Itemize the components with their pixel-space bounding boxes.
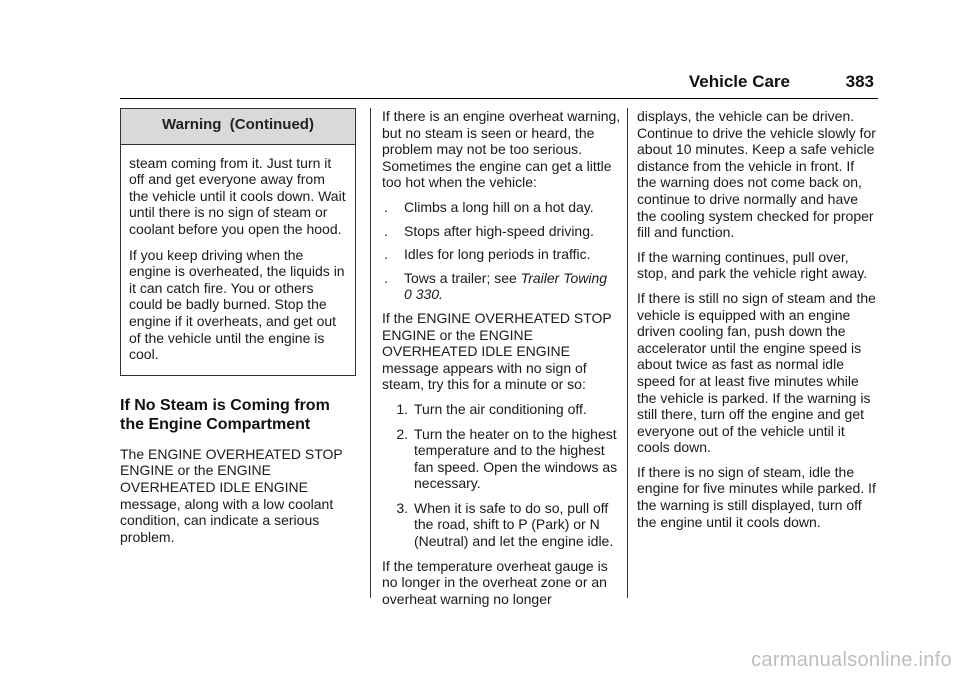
list-item [382, 246, 622, 263]
body-paragraph: If there is an engine overheat warning, but no steam is seen or heard, the problem may not be too serious. Sometimes the engine can get a little too hot when the vehicle: [382, 108, 621, 191]
column-divider [627, 108, 628, 598]
trailer-towing-link[interactable]: Trailer Towing [520, 269, 608, 286]
bullet-text-lead: Tows a trailer; see [404, 269, 521, 286]
warning-paragraph: steam coming from it. Just turn it off and get everyone away from the vehicle until it cools down. Wait until there is no sign of steam or coolant before you open the hood. [129, 154, 346, 237]
warning-paragraph: If you keep driving when the engine is overheated, the liquids in it can catch fire. You or others could be badly burned. Stop the engine if it overheats, and get out of the vehicle until the engine is cool. [129, 246, 345, 363]
body-paragraph: The ENGINE OVERHEATED STOP ENGINE or the ENGINE OVERHEATED IDLE ENGINE message, along with a low coolant condition, can indicate a serious problem. [120, 445, 343, 545]
body-paragraph: If there is no sign of steam, idle the engine for five minutes while parked. If the warning is still displayed, turn off the engine until it cools down. [637, 463, 876, 530]
warning-box [120, 108, 356, 376]
column-divider [370, 108, 371, 598]
step-text: Turn the air conditioning off. [414, 400, 587, 417]
body-paragraph: If the warning continues, pull over, stop, and park the vehicle right away. [637, 248, 868, 282]
page-number: 383 [845, 72, 874, 91]
bullet-text: Stops after high-speed driving. [404, 222, 594, 239]
step-number: 2. [396, 425, 408, 442]
numbered-step [382, 401, 622, 418]
step-text: Turn the heater on to the highest temperature and to the highest fan speed. Open the windows as necessary. [414, 425, 618, 492]
bullet-mark: . [384, 198, 388, 215]
page-ref-symbol: 0 [404, 286, 412, 303]
warning-title: Warning (Continued) [121, 109, 355, 145]
body-paragraph: If the ENGINE OVERHEATED STOP ENGINE or the ENGINE OVERHEATED IDLE ENGINE message appears with no sign of steam, try this for a minute or so: [382, 309, 612, 393]
list-item [382, 270, 622, 303]
bullet-mark: . [384, 222, 388, 239]
column-3 [637, 108, 877, 538]
numbered-step [382, 426, 622, 492]
section-heading: If No Steam is Coming from the Engine Compartment [120, 396, 330, 433]
column-2 [382, 108, 622, 615]
body-paragraph: displays, the vehicle can be driven. Continue to drive the vehicle slowly for about 10 minutes. Keep a safe vehicle distance from the vehicle in front. If the warning does not come back on, continue to drive normally and have the cooling system checked for proper fill and function. [637, 108, 876, 241]
bullet-text [404, 270, 622, 303]
step-number: 1. [396, 400, 408, 417]
list-item [382, 223, 622, 240]
bullet-text: Climbs a long hill on a hot day. [404, 198, 594, 215]
bullet-mark: . [384, 246, 388, 263]
bullet-mark: . [384, 269, 388, 286]
watermark: carmanualsonline.info [751, 649, 952, 671]
numbered-step [382, 500, 622, 550]
body-paragraph: If the temperature overheat gauge is no longer in the overheat zone or an overheat warning no longer [382, 557, 608, 607]
page-header [120, 66, 878, 99]
list-item [382, 199, 622, 216]
column-1 [120, 108, 356, 553]
bullet-text: Idles for long periods in traffic. [404, 246, 591, 263]
page-ref-number[interactable]: 330 [415, 286, 440, 303]
body-paragraph: If there is still no sign of steam and the vehicle is equipped with an engine driven cooling fan, push down the accelerator until the engine speed is about twice as fast as normal idle speed for at least five minutes while the vehicle is parked. If the warning is still there, turn off the engine and get everyone out of the vehicle until it cools down. [637, 289, 876, 456]
warning-body [121, 145, 355, 375]
ref-end: . [439, 286, 443, 303]
step-text: When it is safe to do so, pull off the road, shift to P (Park) or N (Neutral) and let the engine idle. [414, 499, 614, 550]
section-title: Vehicle Care [688, 72, 790, 91]
step-number: 3. [396, 499, 408, 516]
